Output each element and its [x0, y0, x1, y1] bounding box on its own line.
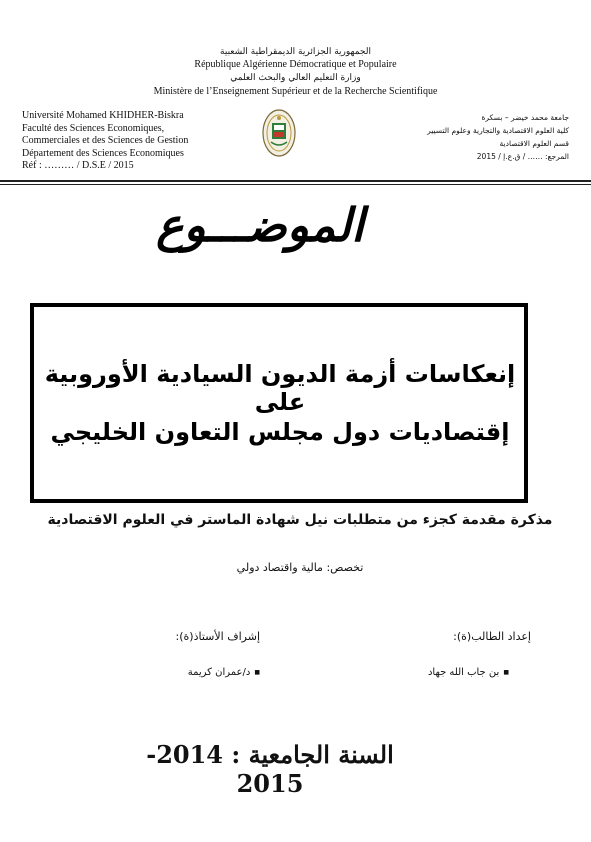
- republic-arabic: الجمهورية الجزائرية الديمقراطية الشعبية: [220, 47, 371, 57]
- reference-ar: المرجع: …… / ق.ع.إ / 2015: [476, 152, 569, 161]
- academic-year: السنة الجامعية : 2014-2015: [146, 740, 394, 798]
- supervisor-name: [60, 667, 260, 678]
- university-logo-icon: [262, 108, 296, 158]
- supervisor-name-text: د/عمران كريمة: [187, 667, 251, 678]
- department-name-fr: Département des Sciences Economiques: [22, 147, 184, 159]
- memo-statement: مذكرة مقدمة كجزء من متطلبات نيل شهادة الماستر في العلوم الاقتصادية: [47, 512, 553, 528]
- faculty-name-fr-cont: Commerciales et des Sciences de Gestion: [22, 135, 189, 146]
- reference-fr: Réf : ……… / D.S.E / 2015: [22, 160, 134, 171]
- department-name-ar: قسم العلوم الاقتصادية: [499, 139, 569, 148]
- supervised-by-label: إشراف الأستاذ(ة):: [175, 630, 260, 643]
- header-divider: [0, 180, 591, 182]
- header-divider-thin: [0, 184, 591, 185]
- subject-heading: الموضـــوع: [156, 198, 364, 252]
- faculty-name-fr: Faculté des Sciences Economiques,: [22, 122, 165, 134]
- republic-french: République Algérienne Démocratique et Populaire: [194, 59, 397, 70]
- ministry-arabic: وزارة التعليم العالي والبحث العلمي: [230, 73, 361, 83]
- student-name: ■ بن جاب الله جهاد: [309, 667, 509, 678]
- institution-block-french: [22, 110, 232, 173]
- institution-block-arabic: [369, 111, 569, 163]
- prepared-by-label: إعداد الطالب(ة):: [453, 630, 531, 643]
- specialty: تخصص: مالية واقتصاد دولي: [236, 561, 364, 574]
- faculty-name-ar: كلية العلوم الاقتصادية والتجارية وعلوم التسيير: [427, 126, 569, 135]
- ministry-french: Ministère de l’Enseignement Supérieur et de la Recherche Scientifique: [153, 86, 438, 97]
- thesis-title-line2: إقتصاديات دول مجلس التعاون الخليجي: [50, 418, 510, 446]
- university-name-ar: جامعة محمد خيضر – بسكرة: [481, 113, 569, 122]
- university-name-fr: Université Mohamed KHIDHER-Biskra: [22, 110, 184, 121]
- thesis-title-line1: إنعكاسات أزمة الديون السيادية الأوروبية على: [44, 360, 516, 416]
